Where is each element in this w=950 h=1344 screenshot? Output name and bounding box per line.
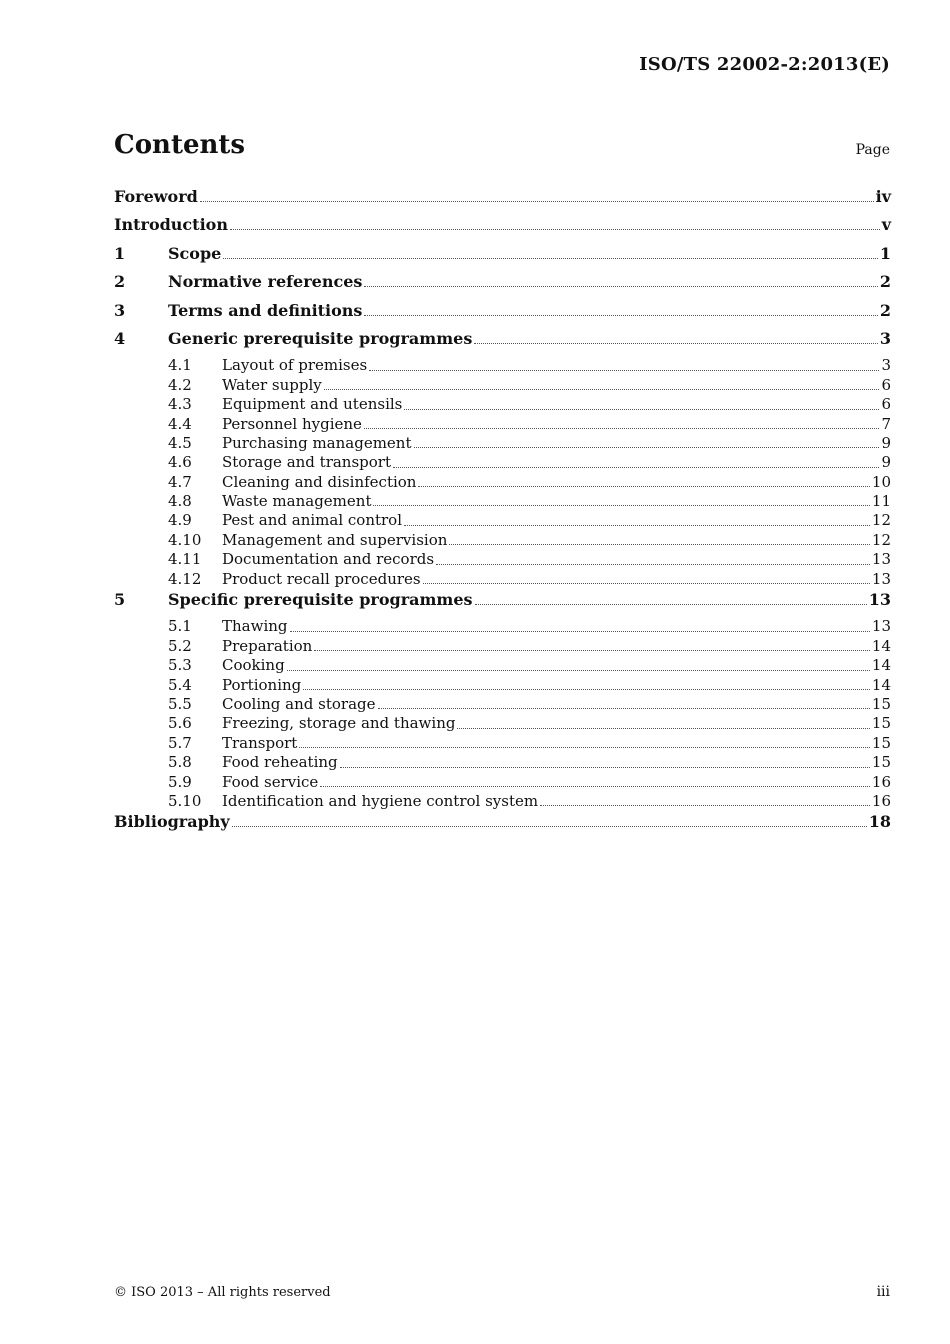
toc-entry-number: 4.4 [168, 414, 192, 433]
toc-entry[interactable] [114, 695, 891, 714]
toc-entry-number: 3 [114, 300, 126, 320]
toc-entry[interactable] [114, 714, 891, 733]
toc-entry-number: 5.5 [168, 694, 192, 713]
toc-entry-title[interactable]: Management and supervision [222, 530, 448, 549]
toc-entry-page: v [881, 215, 891, 235]
toc-entry[interactable] [114, 656, 891, 675]
toc-entry-number: 5.3 [168, 656, 192, 675]
toc-entry-title[interactable]: Generic prerequisite programmes [168, 328, 473, 348]
toc-entry-number: 5.8 [168, 753, 192, 772]
toc-entry-page: 14 [871, 675, 891, 694]
toc-entry-page: 14 [871, 636, 891, 655]
toc-entry-title[interactable]: Purchasing management [222, 433, 412, 452]
toc-entry[interactable] [114, 492, 891, 511]
dot-leader [320, 785, 870, 787]
toc-entry[interactable] [114, 617, 891, 636]
toc-entry[interactable] [114, 773, 891, 792]
toc-entry-number: 4.7 [168, 472, 192, 491]
toc-entry[interactable] [114, 186, 891, 214]
dot-leader [303, 688, 870, 690]
dot-leader [364, 427, 880, 429]
toc-entry-page: 3 [879, 328, 891, 348]
toc-entry-title[interactable]: Food service [222, 772, 319, 791]
toc-entry-page: iv [875, 187, 891, 206]
dot-leader [324, 388, 880, 390]
toc-entry-title[interactable]: Personnel hygiene [222, 414, 362, 433]
toc-entry-number: 5 [114, 590, 126, 610]
toc-entry-title[interactable]: Cleaning and disinfection [222, 472, 417, 491]
toc-entry-page: 2 [879, 300, 891, 320]
toc-entry-title[interactable]: Freezing, storage and thawing [222, 714, 456, 733]
toc-entry-page: 10 [871, 472, 891, 491]
toc-entry-page: 16 [871, 791, 891, 810]
toc-entry[interactable] [114, 734, 891, 753]
table-of-contents [114, 186, 891, 840]
toc-entry-title[interactable]: Water supply [222, 375, 322, 394]
toc-entry-page: 13 [871, 569, 891, 588]
toc-entry-number: 4.11 [168, 550, 202, 569]
toc-entry-page: 13 [868, 590, 891, 610]
toc-entry[interactable] [114, 300, 891, 328]
dot-leader [540, 804, 870, 806]
toc-entry-page: 18 [868, 812, 891, 832]
toc-entry-title[interactable]: Specific prerequisite programmes [168, 590, 473, 610]
toc-entry[interactable] [114, 434, 891, 453]
dot-leader [418, 485, 869, 487]
toc-entry-number: 5.10 [168, 791, 202, 810]
toc-entry-title[interactable]: Thawing [222, 617, 288, 636]
toc-entry-title[interactable]: Transport [222, 733, 298, 752]
toc-entry-title[interactable]: Layout of premises [222, 356, 368, 375]
toc-entry-title[interactable]: Identification and hygiene control system [222, 791, 539, 810]
toc-entry-title[interactable]: Portioning [222, 675, 302, 694]
toc-entry-number: 5.7 [168, 733, 192, 752]
toc-entry-title[interactable]: Documentation and records [222, 550, 435, 569]
toc-entry[interactable] [114, 243, 891, 271]
dot-leader [474, 342, 878, 344]
toc-entry[interactable] [114, 637, 891, 656]
toc-entry[interactable] [114, 811, 891, 839]
toc-entry-number: 5.6 [168, 714, 192, 733]
toc-entry-page: 16 [871, 772, 891, 791]
toc-entry[interactable] [114, 415, 891, 434]
dot-leader [314, 649, 870, 651]
dot-leader [232, 825, 867, 827]
document-identifier: ISO/TS 22002-2:2013(E) [639, 54, 890, 75]
toc-entry-page: 1 [879, 243, 891, 263]
dot-leader [457, 727, 869, 729]
toc-entry-title[interactable]: Terms and definitions [168, 300, 363, 320]
dot-leader [378, 707, 870, 709]
toc-entry[interactable] [114, 589, 891, 617]
toc-entry[interactable] [114, 395, 891, 414]
toc-entry-title[interactable]: Pest and animal control [222, 511, 403, 530]
toc-entry-title[interactable]: Cooling and storage [222, 694, 376, 713]
toc-entry-title[interactable]: Preparation [222, 636, 313, 655]
toc-entry[interactable] [114, 753, 891, 772]
toc-entry-page: 6 [881, 375, 891, 394]
toc-entry-number: 1 [114, 243, 126, 263]
toc-entry[interactable] [114, 356, 891, 375]
page-column-label: Page [855, 142, 890, 158]
toc-entry-page: 12 [871, 530, 891, 549]
toc-entry-title[interactable]: Bibliography [114, 812, 230, 832]
dot-leader [223, 257, 878, 259]
toc-entry-number: 4.8 [168, 492, 192, 511]
toc-entry[interactable] [114, 531, 891, 550]
toc-entry-page: 11 [871, 492, 891, 511]
toc-entry-number: 4.9 [168, 511, 192, 530]
dot-leader [340, 766, 870, 768]
dot-leader [373, 504, 869, 506]
toc-entry-page: 6 [881, 395, 891, 414]
copyright-footer: © ISO 2013 – All rights reserved [114, 1285, 331, 1300]
toc-entry[interactable] [114, 453, 891, 472]
toc-entry[interactable] [114, 214, 891, 242]
toc-entry-number: 5.9 [168, 772, 192, 791]
toc-entry-title[interactable]: Foreword [114, 187, 198, 206]
toc-entry-number: 4.5 [168, 433, 192, 452]
dot-leader [404, 524, 870, 526]
toc-entry-title[interactable]: Cooking [222, 656, 285, 675]
toc-entry-page: 3 [881, 356, 891, 375]
contents-header [114, 130, 890, 166]
toc-entry-page: 15 [871, 694, 891, 713]
toc-entry-page: 13 [871, 617, 891, 636]
toc-entry-page: 15 [871, 753, 891, 772]
toc-entry-page: 2 [879, 272, 891, 292]
dot-leader [364, 314, 877, 316]
toc-entry-number: 4.10 [168, 530, 202, 549]
dot-leader [287, 669, 870, 671]
toc-entry[interactable] [114, 328, 891, 356]
page-number: iii [876, 1284, 890, 1300]
toc-entry-title[interactable]: Storage and transport [222, 453, 391, 472]
toc-entry-title[interactable]: Normative references [168, 272, 363, 292]
toc-entry[interactable] [114, 511, 891, 530]
toc-entry-title[interactable]: Scope [168, 243, 222, 263]
dot-leader [364, 285, 877, 287]
toc-entry[interactable] [114, 676, 891, 695]
toc-entry-number: 4.2 [168, 375, 192, 394]
dot-leader [404, 408, 879, 410]
toc-entry-number: 4 [114, 328, 126, 348]
dot-leader [299, 746, 870, 748]
toc-entry-number: 4.12 [168, 569, 202, 588]
toc-entry-title[interactable]: Food reheating [222, 753, 338, 772]
dot-leader [369, 369, 879, 371]
toc-entry[interactable] [114, 792, 891, 811]
toc-entry[interactable] [114, 271, 891, 299]
toc-entry-page: 12 [871, 511, 891, 530]
toc-entry[interactable] [114, 570, 891, 589]
toc-entry-page: 9 [881, 433, 891, 452]
toc-entry-number: 4.6 [168, 453, 192, 472]
toc-entry-page: 13 [871, 550, 891, 569]
toc-entry-number: 5.1 [168, 617, 192, 636]
toc-entry-number: 4.1 [168, 356, 192, 375]
toc-entry-page: 9 [881, 453, 891, 472]
dot-leader [230, 228, 880, 230]
toc-entry-number: 5.4 [168, 675, 192, 694]
toc-entry-page: 7 [881, 414, 891, 433]
dot-leader [423, 582, 870, 584]
toc-entry-title[interactable]: Waste management [222, 492, 372, 511]
dot-leader [449, 543, 870, 545]
dot-leader [475, 603, 867, 605]
dot-leader [436, 563, 870, 565]
toc-entry[interactable] [114, 550, 891, 569]
toc-entry-title[interactable]: Product recall procedures [222, 569, 421, 588]
toc-entry[interactable] [114, 473, 891, 492]
dot-leader [393, 466, 879, 468]
dot-leader [290, 630, 870, 632]
toc-entry-number: 4.3 [168, 395, 192, 414]
toc-entry-title[interactable]: Introduction [114, 215, 228, 235]
toc-entry-page: 14 [871, 656, 891, 675]
dot-leader [414, 446, 880, 448]
page-title: Contents [114, 130, 246, 160]
toc-entry-page: 15 [871, 733, 891, 752]
toc-entry-number: 5.2 [168, 636, 192, 655]
toc-entry[interactable] [114, 376, 891, 395]
toc-entry-number: 2 [114, 272, 126, 292]
toc-entry-page: 15 [871, 714, 891, 733]
toc-entry-title[interactable]: Equipment and utensils [222, 395, 403, 414]
dot-leader [200, 200, 874, 202]
